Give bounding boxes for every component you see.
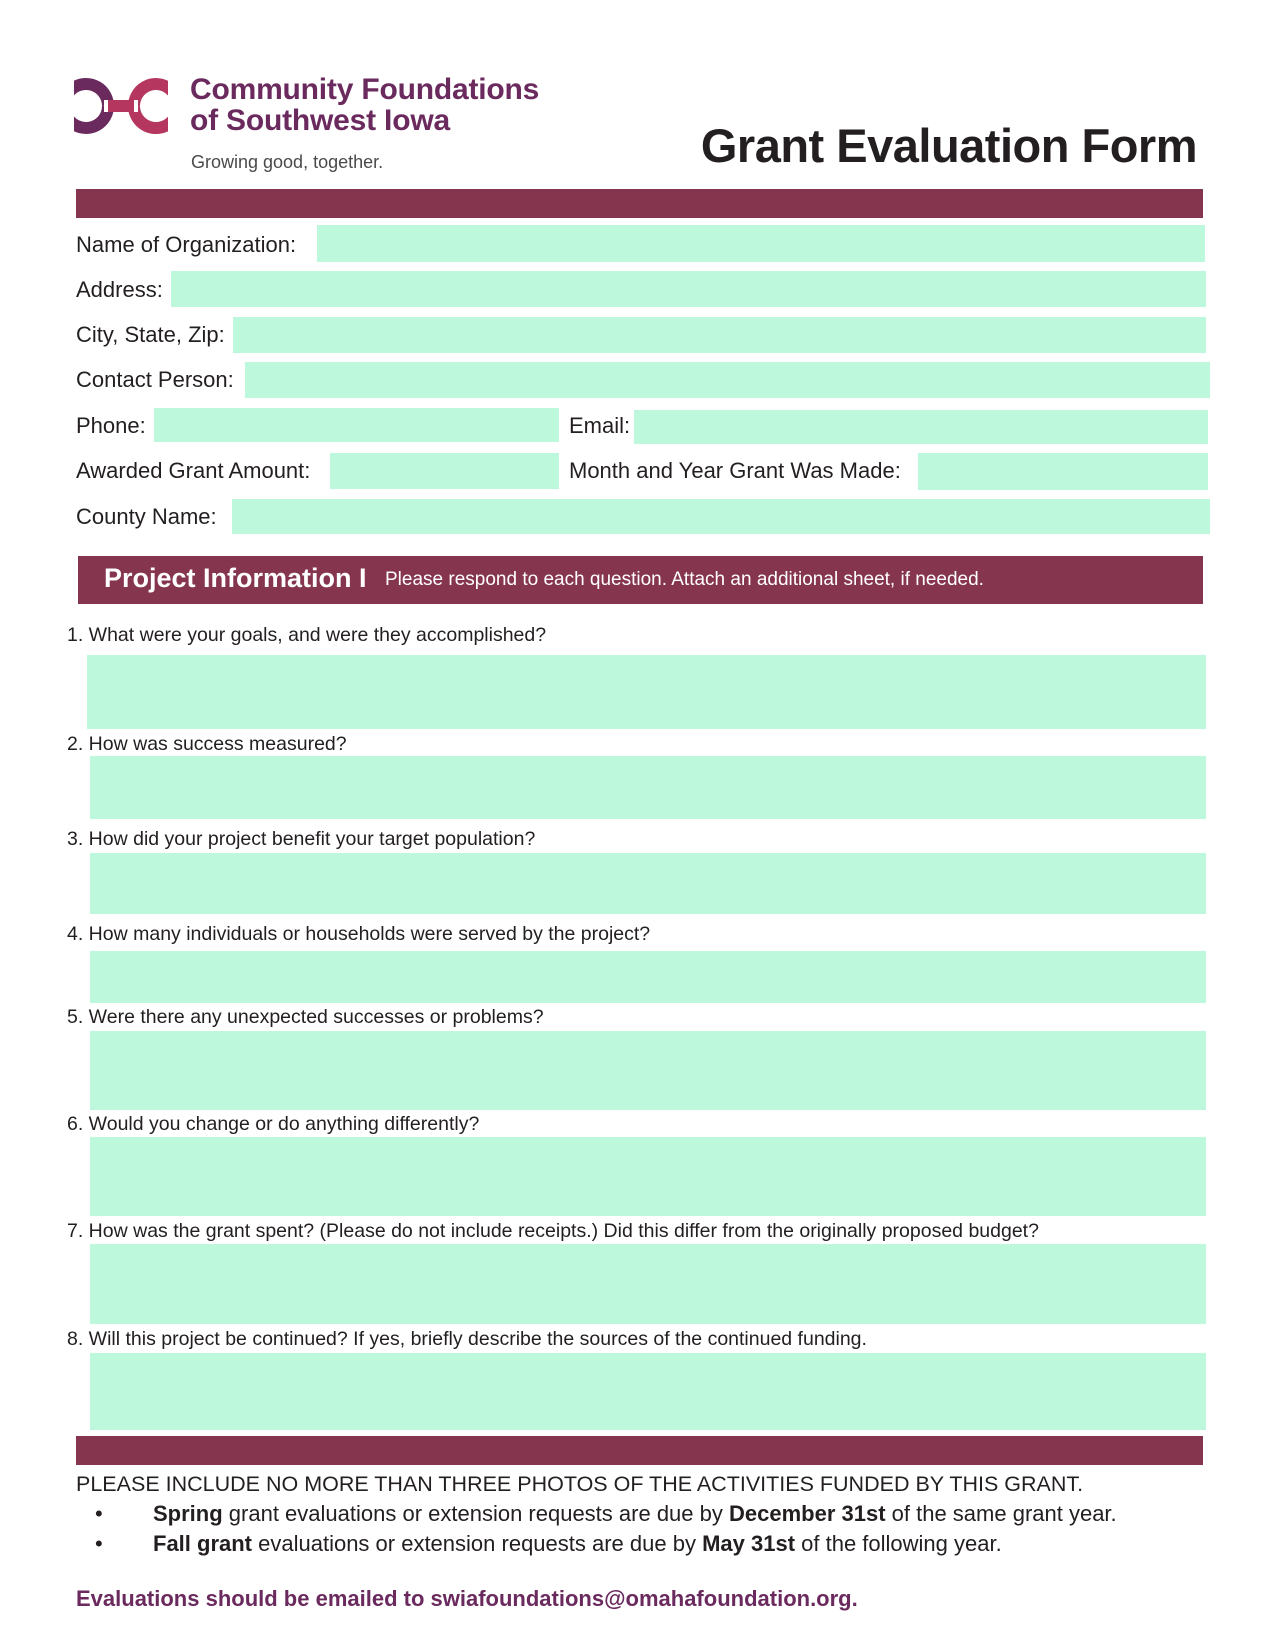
organization-label: Name of Organization: bbox=[76, 232, 297, 257]
fall-text-2: of the following year. bbox=[795, 1531, 1002, 1556]
answer-7-field[interactable] bbox=[90, 1244, 1206, 1324]
form-title: Grant Evaluation Form bbox=[700, 119, 1197, 172]
question-4: 4. How many individuals or households were served by the project? bbox=[67, 923, 651, 945]
grant-amount-input[interactable] bbox=[330, 453, 559, 489]
answer-3-field[interactable] bbox=[90, 853, 1206, 914]
grant-amount-label: Awarded Grant Amount: bbox=[76, 458, 311, 483]
top-divider-bar bbox=[76, 189, 1203, 218]
org-name-line2: of Southwest Iowa bbox=[190, 104, 450, 137]
city-state-zip-input[interactable] bbox=[233, 317, 1206, 353]
address-input[interactable] bbox=[171, 271, 1206, 307]
spring-text-2: of the same grant year. bbox=[885, 1501, 1117, 1526]
question-2: 2. How was success measured? bbox=[67, 733, 347, 755]
question-8: 8. Will this project be continued? If yes, briefly describe the sources of the continued funding. bbox=[67, 1328, 867, 1350]
grant-date-label: Month and Year Grant Was Made: bbox=[569, 458, 901, 483]
fall-text-1: evaluations or extension requests are due by bbox=[252, 1531, 703, 1556]
question-5: 5. Were there any unexpected successes or problems? bbox=[67, 1006, 544, 1028]
question-6: 6. Would you change or do anything differently? bbox=[67, 1113, 480, 1135]
phone-input[interactable] bbox=[154, 408, 559, 442]
answer-8-field[interactable] bbox=[90, 1353, 1206, 1430]
question-1: 1. What were your goals, and were they accomplished? bbox=[67, 624, 547, 646]
answer-2-field[interactable] bbox=[90, 756, 1206, 819]
fall-label: Fall grant bbox=[153, 1531, 253, 1556]
email-label: Email: bbox=[569, 413, 631, 438]
spring-due-date: December 31st bbox=[728, 1501, 886, 1526]
city-state-zip-label: City, State, Zip: bbox=[76, 322, 225, 347]
county-input[interactable] bbox=[232, 499, 1210, 534]
grant-date-input[interactable] bbox=[918, 453, 1208, 490]
county-label: County Name: bbox=[76, 504, 217, 529]
org-name-line1: Community Foundations bbox=[190, 73, 540, 106]
organization-logo-text bbox=[190, 74, 539, 136]
answer-1-field[interactable] bbox=[87, 655, 1206, 729]
contact-person-input[interactable] bbox=[245, 362, 1210, 398]
project-info-banner bbox=[78, 556, 1203, 604]
contact-person-label: Contact Person: bbox=[76, 367, 234, 392]
bullet-icon: • bbox=[95, 1531, 103, 1556]
bottom-divider-bar bbox=[76, 1436, 1203, 1465]
question-7: 7. How was the grant spent? (Please do not include receipts.) Did this differ from the originally proposed budget? bbox=[67, 1220, 1039, 1242]
spring-deadline-item bbox=[95, 1501, 1195, 1529]
project-info-subtitle: Please respond to each question. Attach an additional sheet, if needed. bbox=[385, 569, 984, 590]
tagline: Growing good, together. bbox=[191, 152, 384, 172]
phone-label: Phone: bbox=[76, 413, 146, 438]
spring-text-1: grant evaluations or extension requests are due by bbox=[222, 1501, 729, 1526]
address-label: Address: bbox=[76, 277, 163, 302]
photos-note: PLEASE INCLUDE NO MORE THAN THREE PHOTOS OF THE ACTIVITIES FUNDED BY THIS GRANT. bbox=[76, 1472, 1084, 1496]
spring-label: Spring bbox=[153, 1501, 223, 1526]
fall-deadline-item bbox=[95, 1531, 1195, 1559]
project-info-title: Project Information I bbox=[104, 563, 367, 593]
question-3: 3. How did your project benefit your target population? bbox=[67, 828, 536, 850]
foundation-logo-icon bbox=[74, 74, 168, 138]
answer-4-field[interactable] bbox=[90, 951, 1206, 1003]
answer-6-field[interactable] bbox=[90, 1137, 1206, 1216]
bullet-icon: • bbox=[95, 1501, 103, 1526]
email-instructions: Evaluations should be emailed to swiafoundations@omahafoundation.org. bbox=[76, 1586, 858, 1611]
organization-input[interactable] bbox=[317, 225, 1205, 262]
email-input[interactable] bbox=[634, 410, 1208, 444]
answer-5-field[interactable] bbox=[90, 1031, 1206, 1110]
fall-due-date: May 31st bbox=[702, 1531, 796, 1556]
